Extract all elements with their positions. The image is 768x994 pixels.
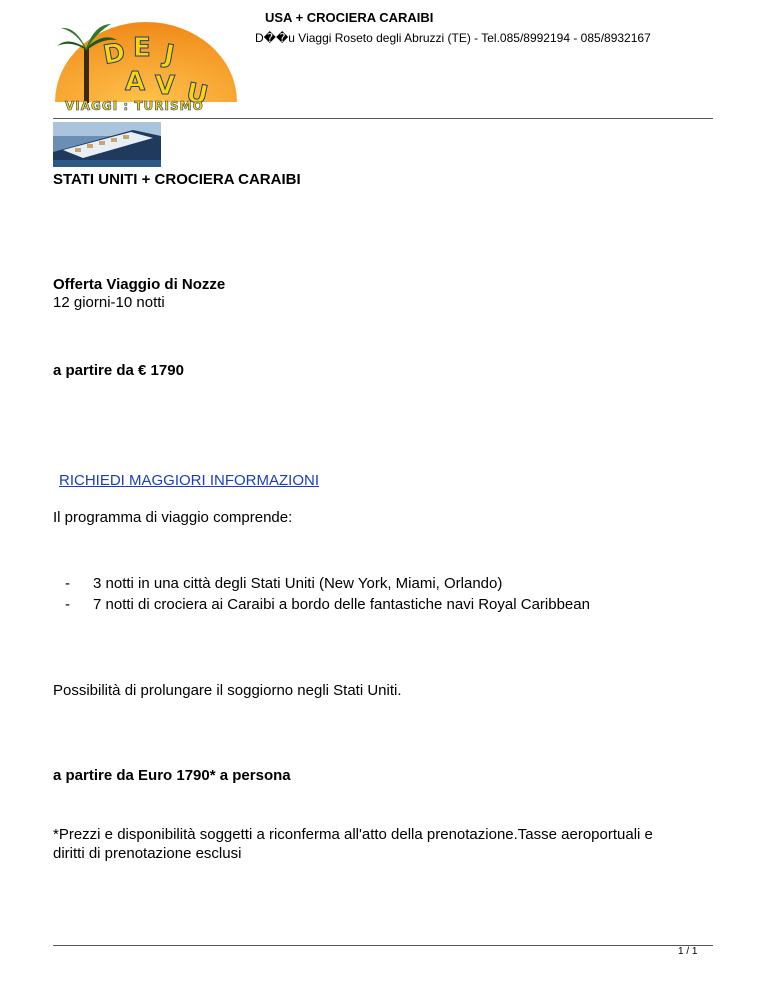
logo-letter: J	[161, 39, 177, 71]
program-intro: Il programma di viaggio comprende:	[53, 509, 293, 526]
list-item: - 3 notti in una città degli Stati Uniti (New York, Miami, Orlando)	[65, 575, 503, 592]
logo-letter: A	[125, 67, 146, 97]
list-item: - 7 notti di crociera ai Caraibi a bordo delle fantastiche navi Royal Caribbean	[65, 596, 590, 613]
logo-letter: E	[133, 33, 151, 63]
extension-note: Possibilità di prolungare il soggiorno negli Stati Uniti.	[53, 682, 402, 699]
list-item-text: 7 notti di crociera ai Caraibi a bordo delle fantastiche navi Royal Caribbean	[93, 596, 590, 613]
offer-title: Offerta Viaggio di Nozze	[53, 276, 226, 293]
disclaimer-line: diritti di prenotazione esclusi	[53, 845, 242, 862]
document-title: USA + CROCIERA CARAIBI	[265, 10, 434, 25]
offer-duration: 12 giorni-10 notti	[53, 294, 165, 311]
header-divider	[53, 118, 713, 119]
logo-letter: D	[101, 37, 128, 71]
price-long: a partire da Euro 1790* a persona	[53, 767, 291, 784]
page-number: 1 / 1	[678, 946, 698, 957]
request-info-link[interactable]: RICHIEDI MAGGIORI INFORMAZIONI	[59, 472, 320, 489]
cruise-ship-image	[53, 122, 161, 167]
price-short: a partire da € 1790	[53, 362, 184, 379]
logo-caption: VIAGGI : TURISMO	[65, 99, 204, 113]
list-item-text: 3 notti in una città degli Stati Uniti (New York, Miami, Orlando)	[93, 575, 503, 592]
disclaimer-line: *Prezzi e disponibilità soggetti a riconferma all'atto della prenotazione.Tasse aeroportuali e	[53, 826, 653, 843]
page-heading: STATI UNITI + CROCIERA CARAIBI	[53, 171, 301, 188]
logo-letter: U	[183, 77, 211, 112]
logo-letter: V	[155, 71, 176, 101]
footer-divider	[53, 945, 713, 946]
agency-contact-line: D��u Viaggi Roseto degli Abruzzi (TE) - Tel.085/8992194 - 085/8932167	[255, 31, 651, 45]
